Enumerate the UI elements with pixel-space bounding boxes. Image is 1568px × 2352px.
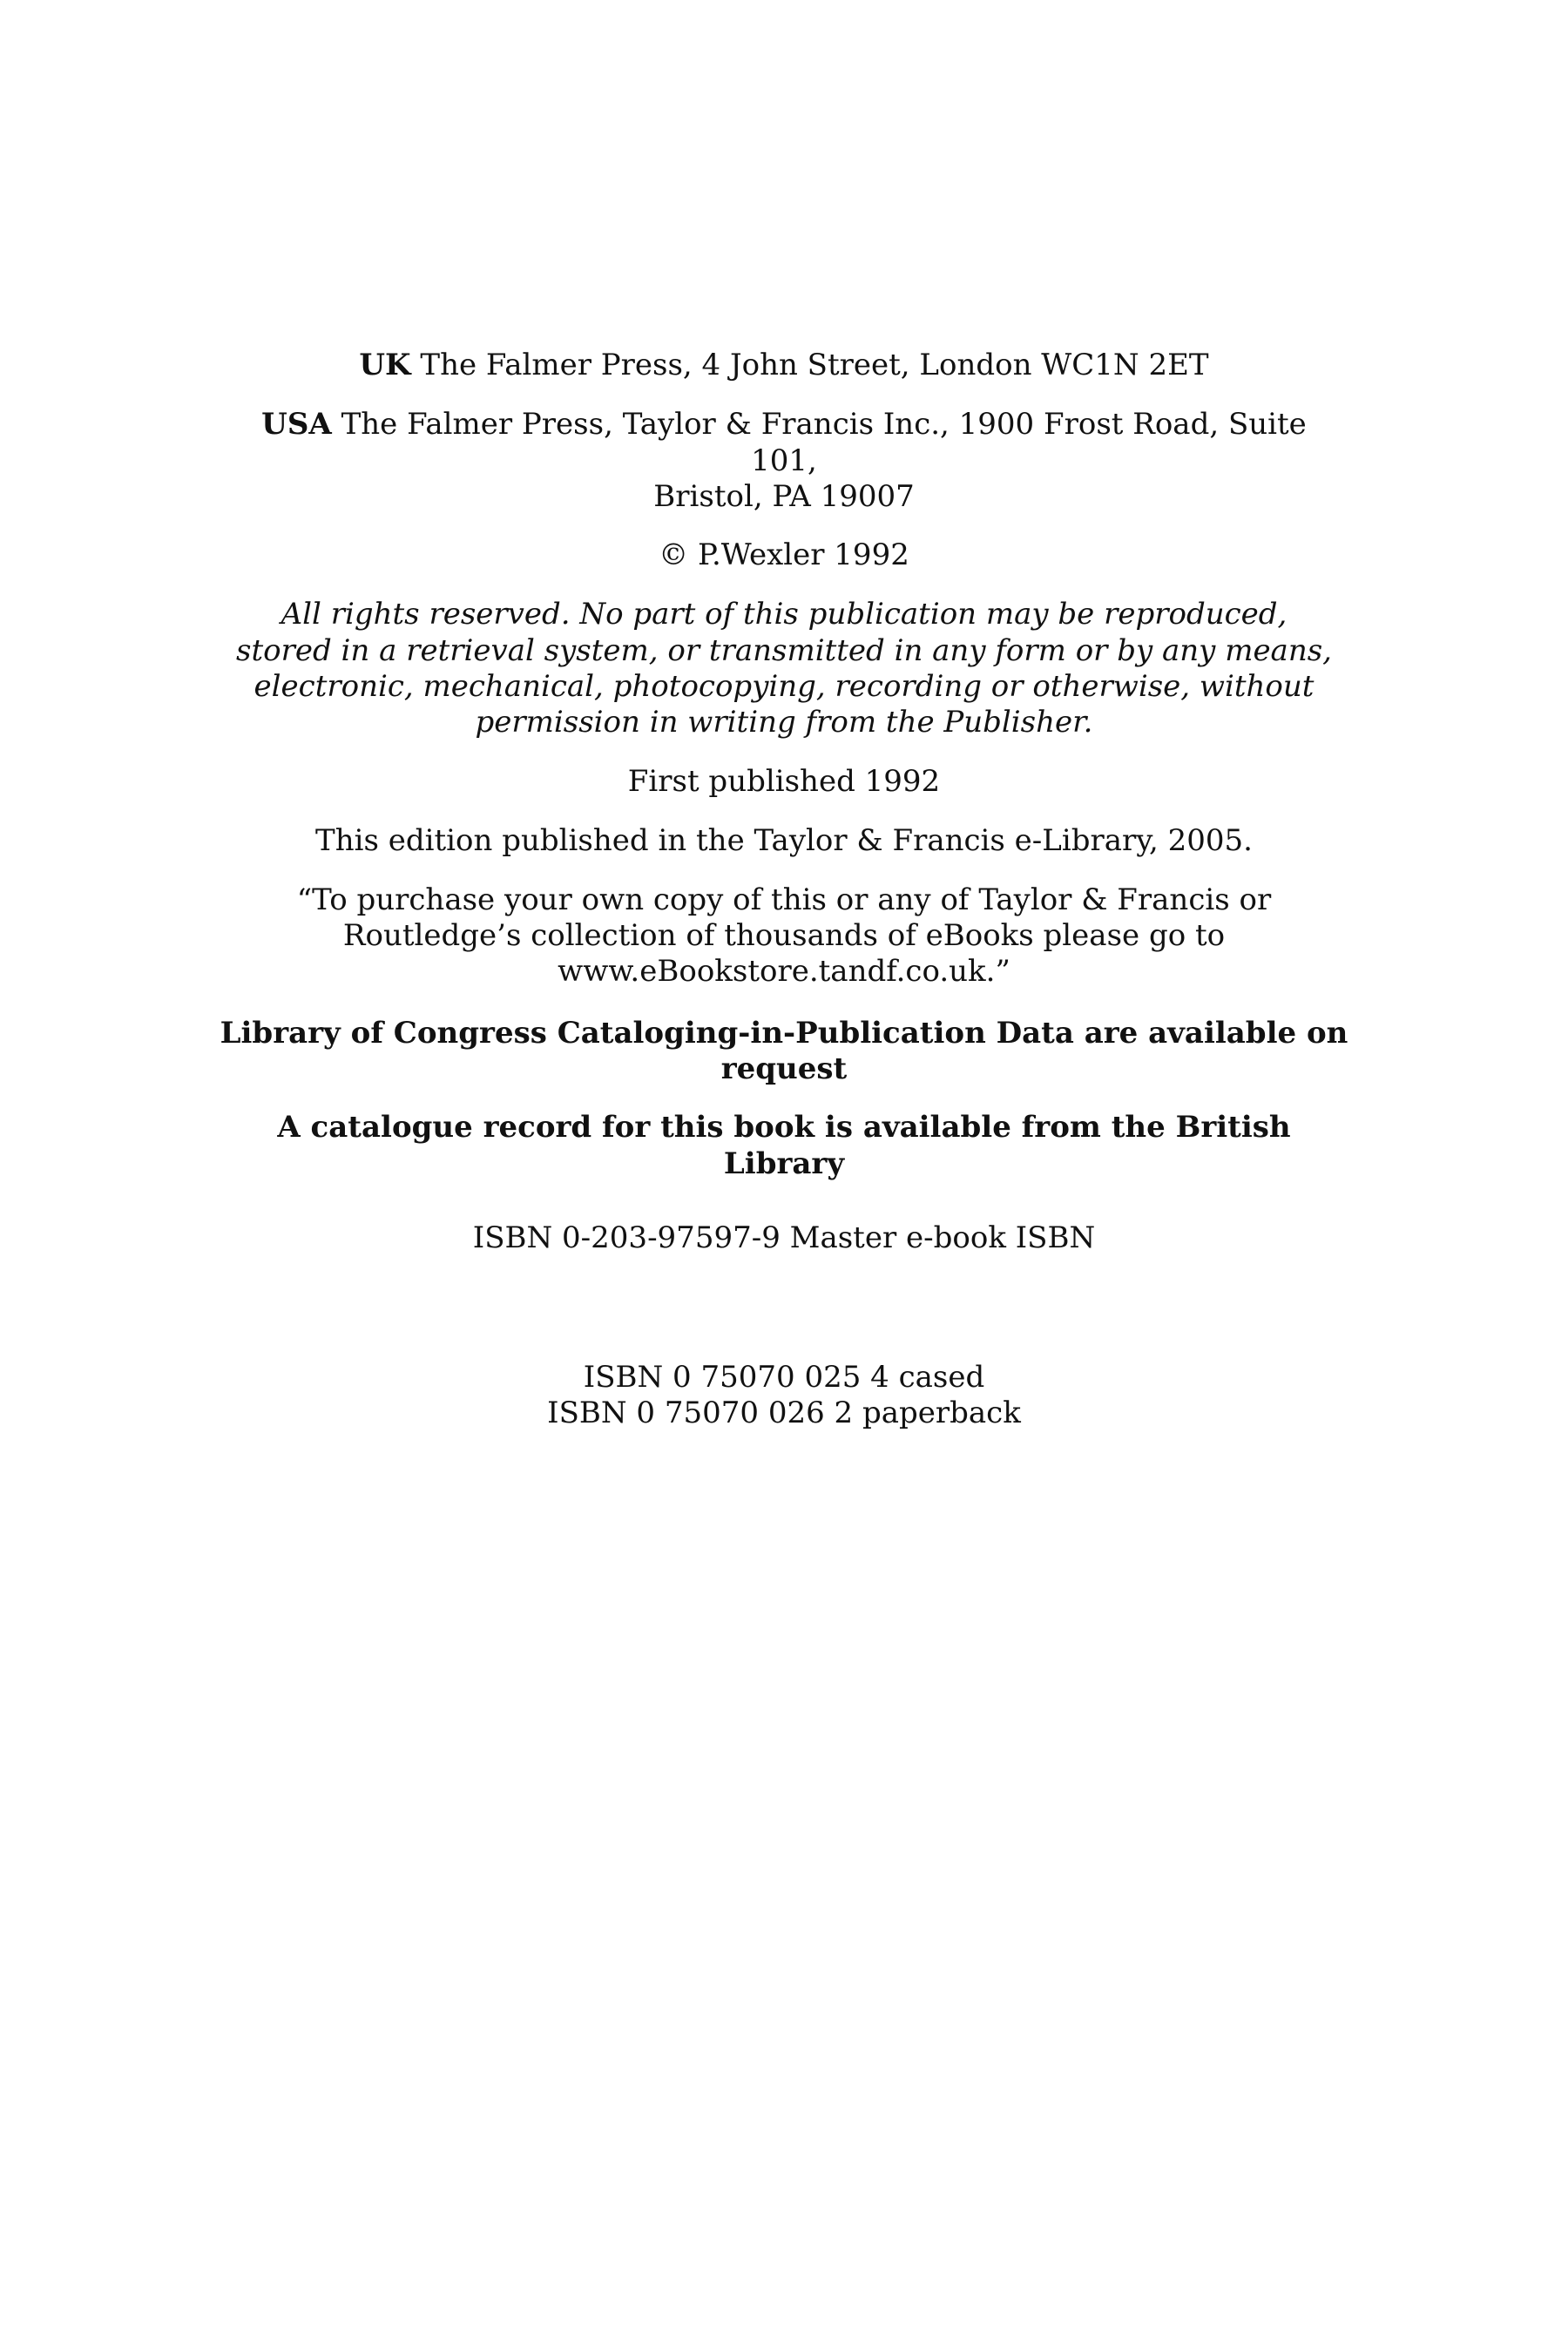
first-published: First published 1992 bbox=[627, 764, 941, 799]
usa-address-1: The Falmer Press, Taylor & Francis Inc., 1900 Frost Road, Suite bbox=[341, 407, 1307, 442]
british-library-line-1: A catalogue record for this book is available from the British bbox=[277, 1110, 1291, 1145]
usa-address-line-2: 101, bbox=[751, 443, 817, 478]
rights-line-4: permission in writing from the Publisher. bbox=[475, 705, 1093, 740]
isbn-cased: ISBN 0 75070 025 4 cased bbox=[583, 1360, 985, 1395]
isbn-master: ISBN 0-203-97597-9 Master e-book ISBN bbox=[472, 1220, 1096, 1255]
purchase-line-2: Routledge’s collection of thousands of eBooks please go to bbox=[342, 918, 1226, 953]
usa-address-line-3: Bristol, PA 19007 bbox=[653, 479, 915, 514]
loc-cip-line-2: request bbox=[720, 1051, 848, 1086]
usa-label: USA bbox=[261, 407, 332, 442]
rights-line-2: stored in a retrieval system, or transmitted in any form or by any means, bbox=[236, 633, 1332, 668]
uk-address-line bbox=[174, 347, 1394, 383]
purchase-line-3: www.eBookstore.tandf.co.uk.” bbox=[558, 954, 1010, 989]
usa-address-line-1 bbox=[174, 406, 1394, 443]
copyright-notice: © P.Wexler 1992 bbox=[659, 537, 909, 572]
isbn-paperback: ISBN 0 75070 026 2 paperback bbox=[547, 1396, 1021, 1430]
rights-line-1: All rights reserved. No part of this publication may be reproduced, bbox=[280, 597, 1288, 632]
uk-address: The Falmer Press, 4 John Street, London WC1N 2ET bbox=[420, 348, 1209, 382]
british-library-line-2: Library bbox=[723, 1146, 845, 1181]
rights-line-3: electronic, mechanical, photocopying, recording or otherwise, without bbox=[253, 669, 1315, 704]
purchase-line-1: “To purchase your own copy of this or any of Taylor & Francis or bbox=[296, 882, 1272, 917]
edition-note: This edition published in the Taylor & Francis e-Library, 2005. bbox=[315, 823, 1253, 858]
loc-cip-line-1: Library of Congress Cataloging-in-Publication Data are available on bbox=[220, 1016, 1348, 1051]
uk-label: UK bbox=[359, 348, 411, 382]
